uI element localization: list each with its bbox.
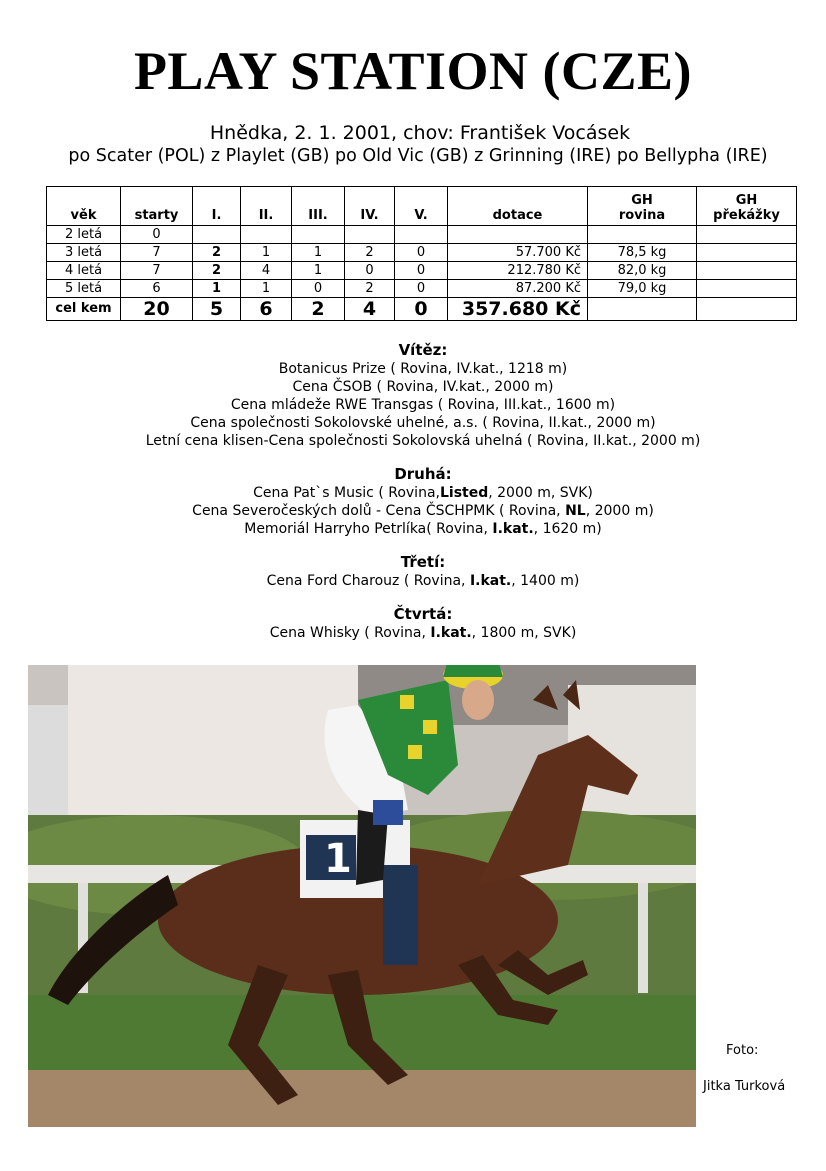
cell-gh-flat xyxy=(588,226,697,244)
table-row xyxy=(47,280,797,298)
total-gh-hurdle xyxy=(697,298,797,321)
header-starts: starty xyxy=(121,187,193,226)
total-fourth: 4 xyxy=(345,298,395,321)
cell-money: 212.780 Kč xyxy=(448,262,588,280)
cell-money: 87.200 Kč xyxy=(448,280,588,298)
winner-heading: Vítěz: xyxy=(398,341,448,359)
header-money: dotace xyxy=(448,187,588,226)
cell-gh-hurdle xyxy=(697,262,797,280)
cell-first xyxy=(193,226,241,244)
cell-second: 1 xyxy=(241,244,292,262)
horse-info: Hnědka, 2. 1. 2001, chov: František Vocásek xyxy=(209,122,631,144)
cell-starts: 7 xyxy=(121,262,193,280)
saddle-cloth-number: 1 xyxy=(324,836,352,882)
cell-age: 2 letá xyxy=(47,226,121,244)
header-third: III. xyxy=(292,187,345,226)
cell-gh-hurdle xyxy=(697,226,797,244)
table-header-row xyxy=(47,187,797,226)
cell-first: 2 xyxy=(193,244,241,262)
race-results xyxy=(0,340,826,642)
photo-credit-name: Jitka Turková xyxy=(703,1079,786,1094)
cell-gh-hurdle xyxy=(697,280,797,298)
header-age: věk xyxy=(47,187,121,226)
header-gh-hurdle: GH překážky xyxy=(697,187,797,226)
total-fifth: 0 xyxy=(395,298,448,321)
total-label: cel kem xyxy=(47,298,121,321)
cell-money: 57.700 Kč xyxy=(448,244,588,262)
table-total-row xyxy=(47,298,797,321)
cell-fourth: 0 xyxy=(345,262,395,280)
fourth-heading: Čtvrtá: xyxy=(393,605,453,623)
cell-money xyxy=(448,226,588,244)
cell-fourth: 2 xyxy=(345,280,395,298)
cell-second: 4 xyxy=(241,262,292,280)
cell-third: 1 xyxy=(292,262,345,280)
racehorse-photo xyxy=(28,665,696,1127)
cell-age: 3 letá xyxy=(47,244,121,262)
cell-starts: 6 xyxy=(121,280,193,298)
cell-gh-hurdle xyxy=(697,244,797,262)
header-first: I. xyxy=(193,187,241,226)
cell-fifth: 0 xyxy=(395,244,448,262)
cell-third: 0 xyxy=(292,280,345,298)
race-entry: Cena Pat`s Music ( Rovina,Listed, 2000 m, SVK) xyxy=(253,485,593,501)
cell-age: 5 letá xyxy=(47,280,121,298)
cell-second: 1 xyxy=(241,280,292,298)
table-row xyxy=(47,262,797,280)
cell-third xyxy=(292,226,345,244)
header-fourth: IV. xyxy=(345,187,395,226)
cell-fourth: 2 xyxy=(345,244,395,262)
header-second: II. xyxy=(241,187,292,226)
header-fifth: V. xyxy=(395,187,448,226)
race-statistics-table xyxy=(46,186,797,321)
cell-gh-flat: 78,5 kg xyxy=(588,244,697,262)
cell-third: 1 xyxy=(292,244,345,262)
second-heading: Druhá: xyxy=(394,465,452,483)
cell-first: 1 xyxy=(193,280,241,298)
horse-name: PLAY STATION (CZE) xyxy=(133,41,693,101)
header-gh-flat: GH rovina xyxy=(588,187,697,226)
total-money: 357.680 Kč xyxy=(448,298,588,321)
total-starts: 20 xyxy=(121,298,193,321)
photo-credit-label: Foto: xyxy=(726,1043,759,1058)
race-entry: Letní cena klisen-Cena společnosti Sokolovská uhelná ( Rovina, II.kat., 2000 m) xyxy=(145,433,701,449)
cell-fourth xyxy=(345,226,395,244)
third-heading: Třetí: xyxy=(400,553,446,571)
race-entry: Memoriál Harryho Petrlíka( Rovina, I.kat., 1620 m) xyxy=(244,521,602,537)
cell-fifth: 0 xyxy=(395,280,448,298)
cell-second xyxy=(241,226,292,244)
cell-starts: 0 xyxy=(121,226,193,244)
race-entry: Cena mládeže RWE Transgas ( Rovina, III.kat., 1600 m) xyxy=(230,397,616,413)
race-entry: Cena Severočeských dolů - Cena ČSCHPMK ( Rovina, NL, 2000 m) xyxy=(192,503,654,519)
race-entry: Cena Ford Charouz ( Rovina, I.kat., 1400 m) xyxy=(266,573,580,589)
table-row xyxy=(47,244,797,262)
race-entry: Botanicus Prize ( Rovina, IV.kat., 1218 m) xyxy=(278,361,568,377)
racehorse-illustration xyxy=(28,665,696,1127)
total-gh-flat xyxy=(588,298,697,321)
race-entry: Cena Whisky ( Rovina, I.kat., 1800 m, SVK) xyxy=(269,625,577,641)
cell-first: 2 xyxy=(193,262,241,280)
cell-gh-flat: 82,0 kg xyxy=(588,262,697,280)
cell-fifth xyxy=(395,226,448,244)
table-row xyxy=(47,226,797,244)
horse-pedigree: po Scater (POL) z Playlet (GB) po Old Vic (GB) z Grinning (IRE) po Bellypha (IRE) xyxy=(68,146,768,166)
total-second: 6 xyxy=(241,298,292,321)
cell-starts: 7 xyxy=(121,244,193,262)
cell-fifth: 0 xyxy=(395,262,448,280)
cell-gh-flat: 79,0 kg xyxy=(588,280,697,298)
total-first: 5 xyxy=(193,298,241,321)
race-entry: Cena ČSOB ( Rovina, IV.kat., 2000 m) xyxy=(292,379,554,395)
cell-age: 4 letá xyxy=(47,262,121,280)
race-entry: Cena společnosti Sokolovské uhelné, a.s. ( Rovina, II.kat., 2000 m) xyxy=(190,415,656,431)
total-third: 2 xyxy=(292,298,345,321)
